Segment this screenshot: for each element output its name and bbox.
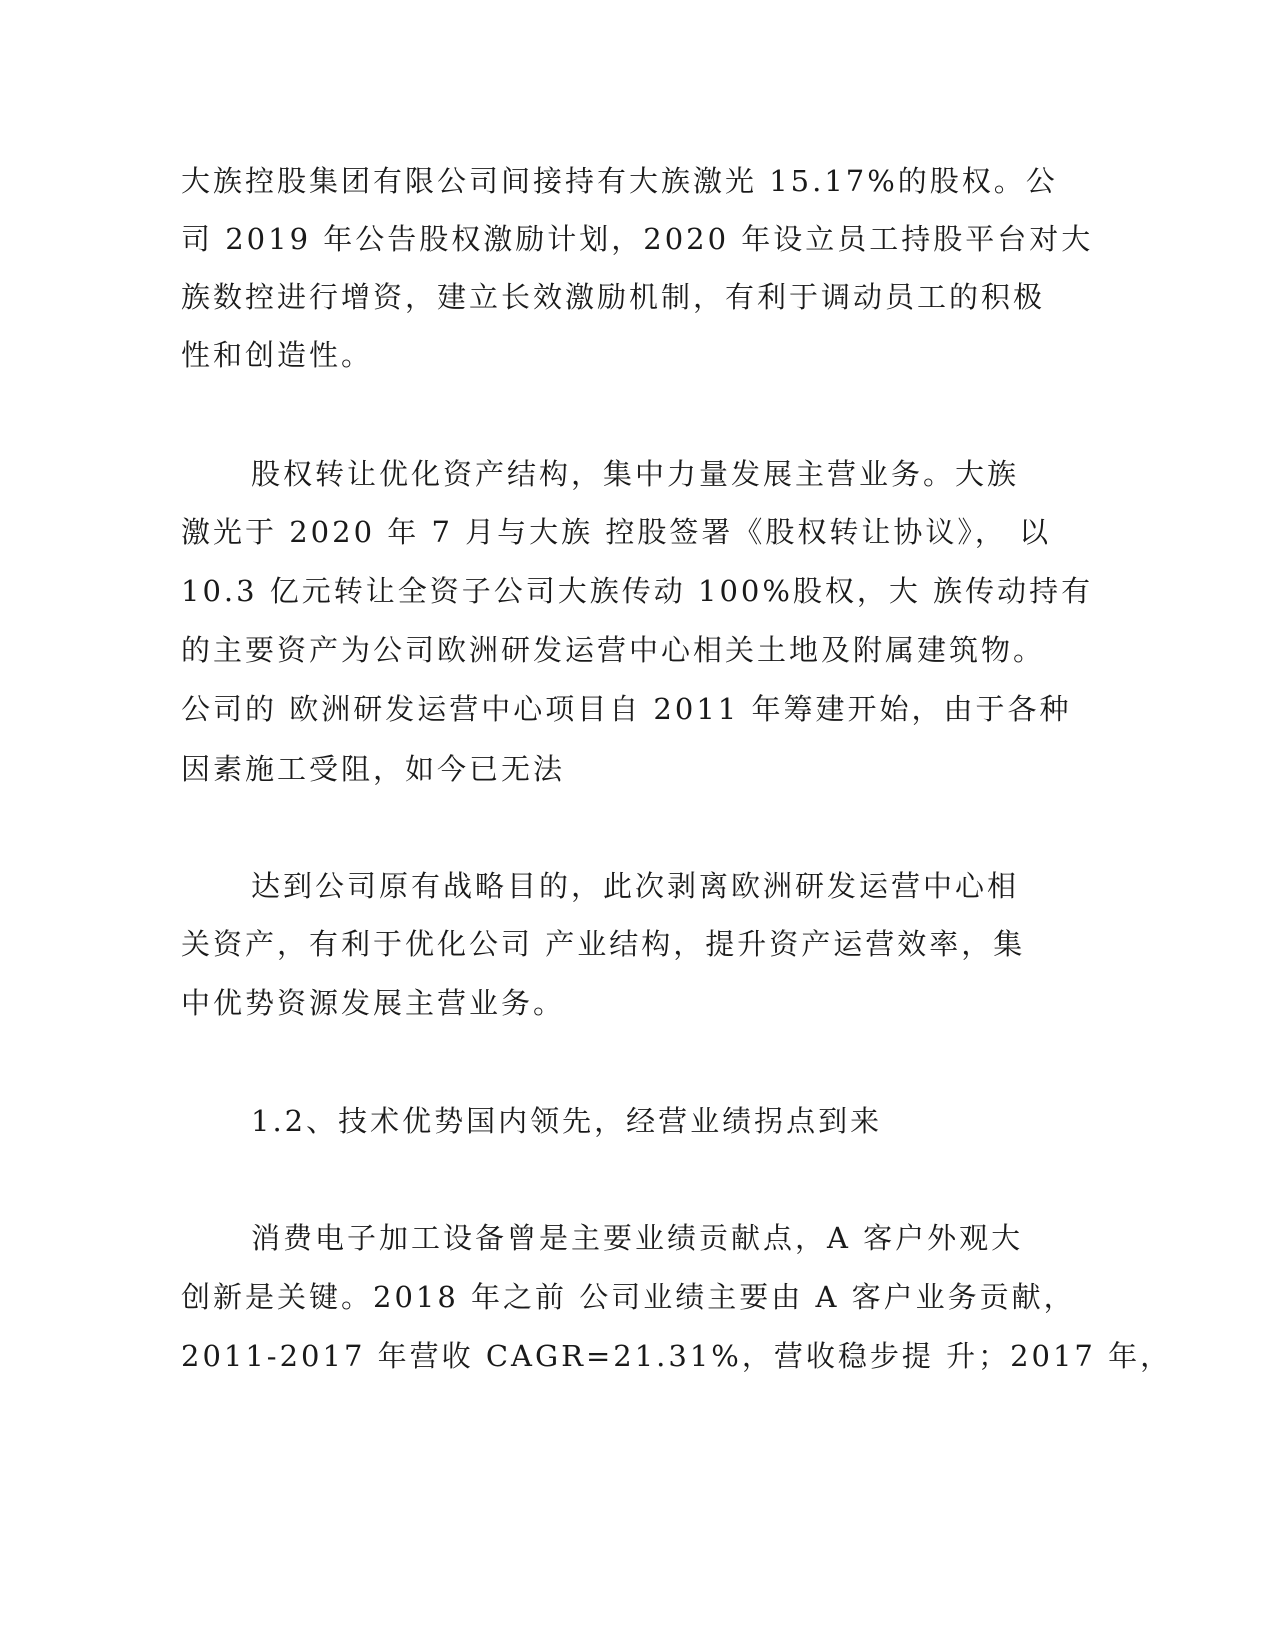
paragraph-3-line-1: 达到公司原有战略目的，此次剥离欧洲研发运营中心相 [251,869,1020,903]
section-heading: 1.2、技术优势国内领先，经营业绩拐点到来 [251,1104,883,1138]
paragraph-3-line-3: 中优势资源发展主营业务。 [181,986,566,1020]
paragraph-2-line-6: 因素施工受阻，如今已无法 [181,752,566,786]
paragraph-1-line-4: 性和创造性。 [181,338,374,372]
paragraph-1-line-3: 族数控进行增资，建立长效激励机制，有利于调动员工的积极 [181,280,1046,314]
paragraph-2-line-2: 激光于 2020 年 7 月与大族 控股签署《股权转让协议》， 以 [181,515,1052,549]
paragraph-2-line-4: 的主要资产为公司欧洲研发运营中心相关土地及附属建筑物。 [181,633,1046,667]
paragraph-2-line-5: 公司的 欧洲研发运营中心项目自 2011 年筹建开始，由于各种 [181,692,1072,726]
paragraph-3-line-2: 关资产，有利于优化公司 产业结构，提升资产运营效率，集 [181,927,1026,961]
paragraph-4-line-1: 消费电子加工设备曾是主要业绩贡献点，A 客户外观大 [251,1221,1024,1255]
paragraph-4-line-3: 2011-2017 年营收 CAGR=21.31%，营收稳步提 升；2017 年， [181,1339,1173,1373]
paragraph-4-line-2: 创新是关键。2018 年之前 公司业绩主要由 A 客户业务贡献， [181,1280,1076,1314]
paragraph-1-line-1: 大族控股集团有限公司间接持有大族激光 15.17%的股权。公 [181,164,1058,198]
paragraph-1-line-2: 司 2019 年公告股权激励计划，2020 年设立员工持股平台对大 [181,222,1094,256]
paragraph-2-line-1: 股权转让优化资产结构，集中力量发展主营业务。大族 [251,457,1020,491]
paragraph-2-line-3: 10.3 亿元转让全资子公司大族传动 100%股权，大 族传动持有 [181,574,1094,608]
